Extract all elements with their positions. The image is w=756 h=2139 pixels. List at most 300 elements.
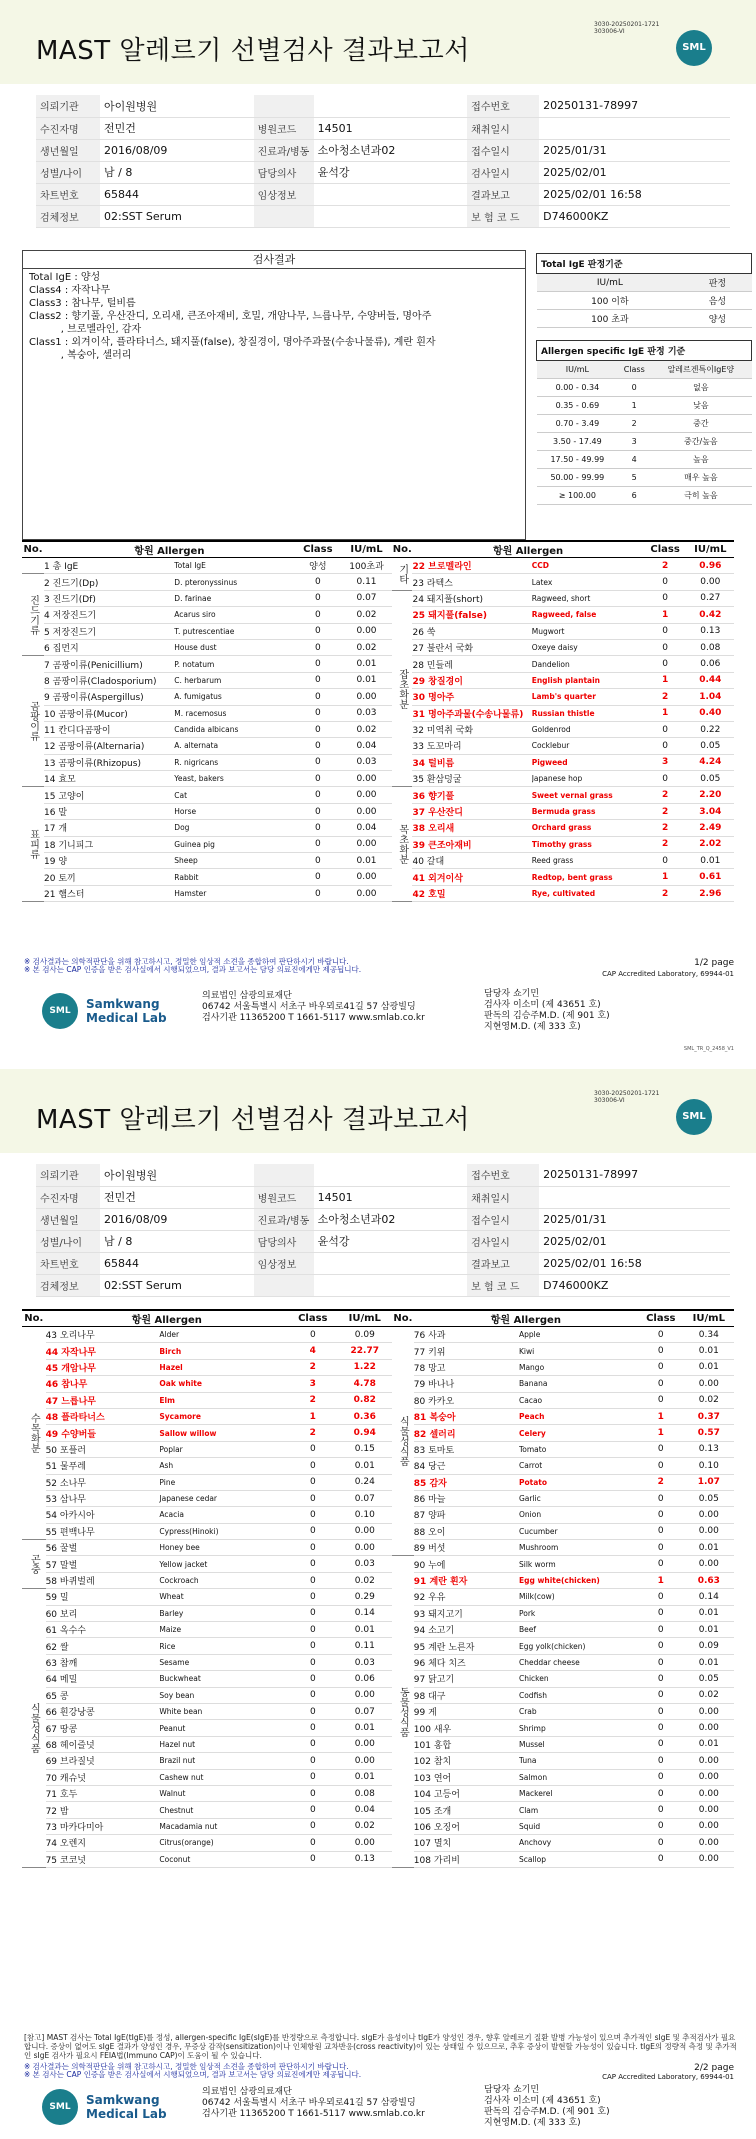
allergen-english: Buckwheat	[159, 1671, 288, 1687]
allergen-row	[22, 1720, 392, 1736]
info-value	[314, 95, 468, 117]
allergen-class: 0	[644, 623, 687, 639]
allergen-name: 3 진드기(Df)	[44, 590, 174, 606]
allergen-name: 96 체다 치즈	[414, 1654, 519, 1670]
info-label: 접수번호	[467, 95, 539, 117]
allergen-iu: 0.00	[684, 1720, 734, 1736]
allergen-class: 0	[638, 1589, 684, 1605]
allergen-iu: 0.24	[338, 1474, 392, 1490]
allergen-iu: 0.63	[684, 1572, 734, 1588]
allergen-name: 58 바퀴벌레	[46, 1572, 160, 1588]
allergen-iu: 0.02	[338, 1572, 392, 1588]
allergen-row	[392, 1327, 734, 1343]
allergen-english: Poplar	[159, 1441, 288, 1457]
allergen-name: 44 자작나무	[46, 1343, 160, 1359]
allergen-name: 21 햄스터	[44, 885, 174, 901]
allergen-row	[392, 1736, 734, 1752]
allergen-iu: 0.14	[684, 1589, 734, 1605]
allergen-group: 진드기류	[22, 574, 44, 656]
info-value: 2025/02/01	[539, 161, 730, 183]
info-label: 접수번호	[467, 1164, 539, 1186]
allergen-row	[22, 1818, 392, 1834]
allergen-class: 0	[638, 1753, 684, 1769]
allergen-english: Total IgE	[174, 558, 294, 574]
allergen-name: 37 우산잔디	[412, 803, 531, 819]
allergen-row	[392, 1425, 734, 1441]
allergen-class: 3	[644, 754, 687, 770]
info-value	[314, 1274, 468, 1296]
allergen-name: 101 홍합	[414, 1736, 519, 1752]
allergen-english: Peanut	[159, 1720, 288, 1736]
allergen-row	[392, 853, 734, 869]
info-label	[254, 1274, 314, 1296]
allergen-group: 잡초화분	[392, 590, 412, 787]
allergen-iu: 0.04	[341, 738, 392, 754]
allergen-group: 표피류	[22, 787, 44, 902]
allergen-iu: 0.10	[338, 1507, 392, 1523]
allergen-name: 75 코코넛	[46, 1851, 160, 1867]
form-version: SML_TR_Q_2458_V1	[683, 1046, 734, 1052]
allergen-class: 2	[638, 1474, 684, 1490]
allergen-name: 30 명아주	[412, 689, 531, 705]
allergen-row	[392, 869, 734, 885]
allergen-class: 0	[288, 1490, 337, 1506]
specific-ige-cell: 50.00 - 99.99	[537, 469, 619, 487]
allergen-row	[392, 771, 734, 787]
allergen-english: Oak white	[159, 1376, 288, 1392]
allergen-class: 0	[288, 1458, 337, 1474]
allergen-name: 106 오징어	[414, 1818, 519, 1834]
specific-ige-cell: 5	[618, 469, 650, 487]
allergen-iu: 0.01	[338, 1769, 392, 1785]
allergen-class: 0	[638, 1785, 684, 1801]
allergen-english: Timothy grass	[532, 836, 644, 852]
allergen-english: Hazel	[159, 1359, 288, 1375]
allergen-iu: 0.06	[338, 1671, 392, 1687]
allergen-row	[22, 590, 392, 606]
allergen-row	[392, 1703, 734, 1719]
allergen-name: 43 오리나무	[46, 1327, 160, 1343]
allergen-name: 20 토끼	[44, 869, 174, 885]
allergen-row	[22, 705, 392, 721]
allergen-name: 10 곰팡이류(Mucor)	[44, 705, 174, 721]
info-value: 14501	[314, 1186, 468, 1208]
info-label: 의뢰기관	[36, 95, 100, 117]
col-allergen: 항원 Allergen	[412, 541, 643, 558]
info-label: 접수일시	[467, 139, 539, 161]
allergen-name: 8 곰팡이류(Cladosporium)	[44, 672, 174, 688]
allergen-class: 1	[638, 1572, 684, 1588]
summary-line: Total IgE : 양성	[29, 272, 101, 283]
allergen-class: 0	[288, 1540, 337, 1556]
allergen-name: 65 콩	[46, 1687, 160, 1703]
info-label: 검사일시	[467, 1230, 539, 1252]
allergen-class: 0	[288, 1785, 337, 1801]
allergen-class: 0	[295, 574, 341, 590]
allergen-english: Potato	[519, 1474, 638, 1490]
allergen-class: 0	[288, 1671, 337, 1687]
allergen-iu: 1.04	[687, 689, 734, 705]
allergen-name: 72 밤	[46, 1802, 160, 1818]
allergen-name: 64 메밀	[46, 1671, 160, 1687]
allergen-iu: 0.44	[687, 672, 734, 688]
total-ige-cell: 100 초과	[537, 310, 684, 328]
allergen-iu: 0.13	[687, 623, 734, 639]
allergen-name: 5 저장진드기	[44, 623, 174, 639]
allergen-name: 2 진드기(Dp)	[44, 574, 174, 590]
info-value: 65844	[100, 183, 254, 205]
specific-ige-header: Class	[618, 361, 650, 379]
summary-line: , 브로멜라인, 감자	[29, 324, 142, 335]
allergen-iu: 0.82	[338, 1392, 392, 1408]
allergen-class: 0	[638, 1720, 684, 1736]
allergen-class: 0	[638, 1556, 684, 1572]
allergen-class: 0	[288, 1572, 337, 1588]
allergen-name: 26 쑥	[412, 623, 531, 639]
allergen-name: 90 누에	[414, 1556, 519, 1572]
allergen-class: 0	[638, 1687, 684, 1703]
allergen-iu: 0.14	[338, 1605, 392, 1621]
allergen-class: 0	[288, 1802, 337, 1818]
allergen-english: D. pteronyssinus	[174, 574, 294, 590]
info-label: 병원코드	[254, 1186, 314, 1208]
allergen-class: 0	[288, 1851, 337, 1867]
allergen-row	[22, 1638, 392, 1654]
allergen-english: Beef	[519, 1622, 638, 1638]
allergen-class: 0	[638, 1392, 684, 1408]
allergen-row	[392, 705, 734, 721]
allergen-iu: 0.11	[338, 1638, 392, 1654]
allergen-row	[22, 803, 392, 819]
allergen-name: 31 명아주과물(수송나물류)	[412, 705, 531, 721]
allergen-class: 0	[638, 1736, 684, 1752]
info-value: 2025/01/31	[539, 139, 730, 161]
allergen-row	[392, 1392, 734, 1408]
allergen-english: Guinea pig	[174, 836, 294, 852]
info-value: 남 / 8	[100, 161, 254, 183]
allergen-iu: 0.00	[341, 836, 392, 852]
allergen-class: 2	[644, 803, 687, 819]
allergen-class: 0	[644, 771, 687, 787]
info-row	[36, 183, 730, 205]
allergen-iu: 0.00	[684, 1851, 734, 1867]
allergen-english: Birch	[159, 1343, 288, 1359]
allergen-name: 94 소고기	[414, 1622, 519, 1638]
allergen-class: 0	[295, 869, 341, 885]
info-label: 채취일시	[467, 117, 539, 139]
allergen-row	[22, 1769, 392, 1785]
allergen-row	[392, 1753, 734, 1769]
allergen-row	[392, 1507, 734, 1523]
allergen-row	[22, 1687, 392, 1703]
allergen-class: 0	[638, 1654, 684, 1670]
allergen-row	[22, 1507, 392, 1523]
allergen-name: 86 마늘	[414, 1490, 519, 1506]
allergen-row	[392, 1474, 734, 1490]
allergen-class: 0	[638, 1703, 684, 1719]
allergen-english: Silk worm	[519, 1556, 638, 1572]
allergen-table-p1-left	[22, 540, 392, 902]
info-label: 임상정보	[254, 183, 314, 205]
allergen-english: Dog	[174, 820, 294, 836]
allergen-iu: 0.57	[684, 1425, 734, 1441]
allergen-row	[22, 1785, 392, 1801]
allergen-english: Cypress(Hinoki)	[159, 1523, 288, 1539]
allergen-name: 50 포플러	[46, 1441, 160, 1457]
allergen-iu: 0.27	[687, 590, 734, 606]
allergen-english: Mango	[519, 1359, 638, 1375]
allergen-english: Japanese hop	[532, 771, 644, 787]
allergen-row	[392, 820, 734, 836]
allergen-class: 0	[638, 1622, 684, 1638]
allergen-class: 0	[644, 590, 687, 606]
allergen-class: 2	[644, 820, 687, 836]
specific-ige-cell: 높음	[650, 451, 751, 469]
allergen-iu: 0.01	[338, 1622, 392, 1638]
info-row	[36, 205, 730, 227]
allergen-name: 103 연어	[414, 1769, 519, 1785]
allergen-name: 40 갈대	[412, 853, 531, 869]
col-allergen: 항원 Allergen	[44, 541, 295, 558]
info-value: 2025/02/01 16:58	[539, 1252, 730, 1274]
info-label: 결과보고	[467, 183, 539, 205]
allergen-class: 0	[288, 1769, 337, 1785]
allergen-english: Scallop	[519, 1851, 638, 1867]
info-label: 검체정보	[36, 1274, 100, 1296]
allergen-english: Celery	[519, 1425, 638, 1441]
info-label: 검사일시	[467, 161, 539, 183]
allergen-row	[22, 1851, 392, 1867]
allergen-iu: 0.01	[684, 1605, 734, 1621]
info-value: 14501	[314, 117, 468, 139]
allergen-english: Acarus siro	[174, 607, 294, 623]
allergen-english: Cacao	[519, 1392, 638, 1408]
allergen-english: Cocklebur	[532, 738, 644, 754]
allergen-class: 0	[288, 1507, 337, 1523]
allergen-english: Cucumber	[519, 1523, 638, 1539]
allergen-name: 57 말벌	[46, 1556, 160, 1572]
allergen-english: Sheep	[174, 853, 294, 869]
allergen-row	[392, 1638, 734, 1654]
allergen-english: Hamster	[174, 885, 294, 901]
allergen-class: 0	[638, 1343, 684, 1359]
report-page-1	[0, 0, 756, 1069]
allergen-class: 2	[644, 558, 687, 574]
report-title: MAST 알레르기 선별검사 결과보고서	[36, 36, 470, 66]
allergen-english: Clam	[519, 1802, 638, 1818]
specific-ige-cell: 극히 높음	[650, 487, 751, 505]
info-value: 2025/02/01	[539, 1230, 730, 1252]
allergen-class: 0	[295, 705, 341, 721]
allergen-name: 22 브로멜라인	[412, 558, 531, 574]
allergen-name: 87 양파	[414, 1507, 519, 1523]
page-number: 1/2 page	[694, 958, 734, 968]
allergen-name: 36 향기풀	[412, 787, 531, 803]
allergen-row	[392, 1490, 734, 1506]
allergen-class: 0	[638, 1327, 684, 1343]
allergen-class: 0	[288, 1818, 337, 1834]
allergen-row	[392, 558, 734, 574]
allergen-iu: 0.08	[338, 1785, 392, 1801]
sml-logo: SML	[676, 1099, 712, 1135]
col-iu: IU/mL	[687, 541, 734, 558]
allergen-iu: 0.34	[684, 1327, 734, 1343]
allergen-class: 0	[288, 1835, 337, 1851]
allergen-iu: 0.00	[338, 1736, 392, 1752]
allergen-row	[392, 689, 734, 705]
sml-footer-logo: SML	[42, 993, 78, 1029]
allergen-row	[392, 738, 734, 754]
allergen-english: Peach	[519, 1408, 638, 1424]
allergen-english: Brazil nut	[159, 1753, 288, 1769]
specific-ige-criteria	[536, 340, 752, 505]
col-no: No.	[392, 1310, 414, 1327]
allergen-iu: 0.00	[684, 1753, 734, 1769]
info-label: 담당의사	[254, 1230, 314, 1252]
allergen-iu: 0.03	[341, 754, 392, 770]
allergen-header-row	[392, 1310, 734, 1327]
info-label: 차트번호	[36, 1252, 100, 1274]
allergen-name: 100 새우	[414, 1720, 519, 1736]
info-value	[539, 1186, 730, 1208]
allergen-row	[392, 803, 734, 819]
allergen-name: 76 사과	[414, 1327, 519, 1343]
allergen-english: Goldenrod	[532, 721, 644, 737]
allergen-row	[22, 1654, 392, 1670]
info-value: 남 / 8	[100, 1230, 254, 1252]
allergen-class: 0	[295, 836, 341, 852]
allergen-iu: 0.00	[338, 1540, 392, 1556]
allergen-english: Citrus(orange)	[159, 1835, 288, 1851]
allergen-class: 0	[638, 1523, 684, 1539]
allergen-name: 63 참깨	[46, 1654, 160, 1670]
info-label	[254, 1164, 314, 1186]
allergen-row	[22, 639, 392, 655]
allergen-name: 38 오리새	[412, 820, 531, 836]
allergen-row	[22, 1540, 392, 1556]
allergen-english: Sallow willow	[159, 1425, 288, 1441]
allergen-class: 0	[295, 689, 341, 705]
info-value	[314, 1252, 468, 1274]
allergen-iu: 0.05	[687, 738, 734, 754]
allergen-class: 0	[288, 1589, 337, 1605]
col-no: No.	[22, 1310, 46, 1327]
allergen-class: 0	[288, 1474, 337, 1490]
allergen-iu: 0.00	[684, 1785, 734, 1801]
allergen-iu: 0.01	[684, 1736, 734, 1752]
allergen-english: Sycamore	[159, 1408, 288, 1424]
info-label: 성별/나이	[36, 161, 100, 183]
allergen-english: Mackerel	[519, 1785, 638, 1801]
allergen-class: 0	[638, 1835, 684, 1851]
allergen-row	[22, 1802, 392, 1818]
allergen-iu: 0.13	[338, 1851, 392, 1867]
allergen-class: 0	[638, 1490, 684, 1506]
allergen-english: Kiwi	[519, 1343, 638, 1359]
allergen-english: Oxeye daisy	[532, 639, 644, 655]
allergen-iu: 0.00	[684, 1835, 734, 1851]
allergen-name: 73 마카다미아	[46, 1818, 160, 1834]
allergen-row	[392, 721, 734, 737]
allergen-iu: 0.29	[338, 1589, 392, 1605]
allergen-class: 0	[295, 820, 341, 836]
allergen-class: 2	[644, 836, 687, 852]
allergen-row	[392, 885, 734, 901]
allergen-row	[22, 1622, 392, 1638]
allergen-table-p2-left	[22, 1309, 392, 1868]
allergen-iu: 2.49	[687, 820, 734, 836]
allergen-row	[22, 1327, 392, 1343]
allergen-english: Maize	[159, 1622, 288, 1638]
allergen-class: 3	[288, 1376, 337, 1392]
allergen-iu: 2.20	[687, 787, 734, 803]
allergen-iu: 0.07	[341, 590, 392, 606]
allergen-iu: 0.00	[341, 771, 392, 787]
allergen-class: 0	[295, 738, 341, 754]
allergen-name: 32 미역취 국화	[412, 721, 531, 737]
allergen-row	[22, 721, 392, 737]
allergen-iu: 0.03	[338, 1654, 392, 1670]
allergen-name: 41 외겨이삭	[412, 869, 531, 885]
summary-line: Class4 : 자작나무	[29, 285, 111, 296]
allergen-name: 4 저장진드기	[44, 607, 174, 623]
allergen-iu: 0.10	[684, 1458, 734, 1474]
allergen-iu: 0.96	[687, 558, 734, 574]
allergen-iu: 0.02	[341, 721, 392, 737]
specific-ige-title: Allergen specific IgE 판정 기준	[537, 341, 752, 361]
allergen-name: 16 말	[44, 803, 174, 819]
allergen-english: R. nigricans	[174, 754, 294, 770]
specific-ige-title-row	[537, 341, 752, 361]
total-ige-h2: 판정	[683, 274, 751, 292]
allergen-row	[392, 1769, 734, 1785]
allergen-row	[392, 574, 734, 590]
allergen-name: 88 오이	[414, 1523, 519, 1539]
allergen-iu: 0.01	[684, 1654, 734, 1670]
info-label: 임상정보	[254, 1252, 314, 1274]
specific-ige-cell: 3.50 - 17.49	[537, 433, 619, 451]
allergen-class: 0	[295, 590, 341, 606]
allergen-class: 0	[638, 1458, 684, 1474]
allergen-row	[392, 1802, 734, 1818]
allergen-class: 0	[295, 885, 341, 901]
allergen-class: 0	[288, 1654, 337, 1670]
allergen-class: 2	[288, 1392, 337, 1408]
allergen-header-row	[392, 541, 734, 558]
allergen-english: Salmon	[519, 1769, 638, 1785]
allergen-english: Mushroom	[519, 1540, 638, 1556]
allergen-row	[392, 1359, 734, 1375]
allergen-class: 4	[288, 1343, 337, 1359]
allergen-english: Lamb's quarter	[532, 689, 644, 705]
info-value: 2025/01/31	[539, 1208, 730, 1230]
allergen-row	[392, 1720, 734, 1736]
allergen-name: 23 라텍스	[412, 574, 531, 590]
specific-ige-row	[537, 415, 752, 433]
allergen-iu: 0.04	[338, 1802, 392, 1818]
allergen-name: 39 큰조아재비	[412, 836, 531, 852]
allergen-row	[22, 853, 392, 869]
allergen-english: Macadamia nut	[159, 1818, 288, 1834]
allergen-english: Egg yolk(chicken)	[519, 1638, 638, 1654]
info-label: 담당의사	[254, 161, 314, 183]
footer-note: ※ 검사결과는 의학적판단을 위해 참고하시고, 정밀한 임상적 소견을 종합하여 판단하시기 바랍니다. ※ 본 검사는 CAP 인증을 받은 검사실에서 시행되었으며, 결과 보고서는 담당 의료진에게만 제공됩니다.	[24, 957, 362, 974]
allergen-row	[392, 1671, 734, 1687]
info-value: 소아청소년과02	[314, 1208, 468, 1230]
allergen-name: 97 닭고기	[414, 1671, 519, 1687]
allergen-name: 89 버섯	[414, 1540, 519, 1556]
allergen-english: House dust	[174, 639, 294, 655]
